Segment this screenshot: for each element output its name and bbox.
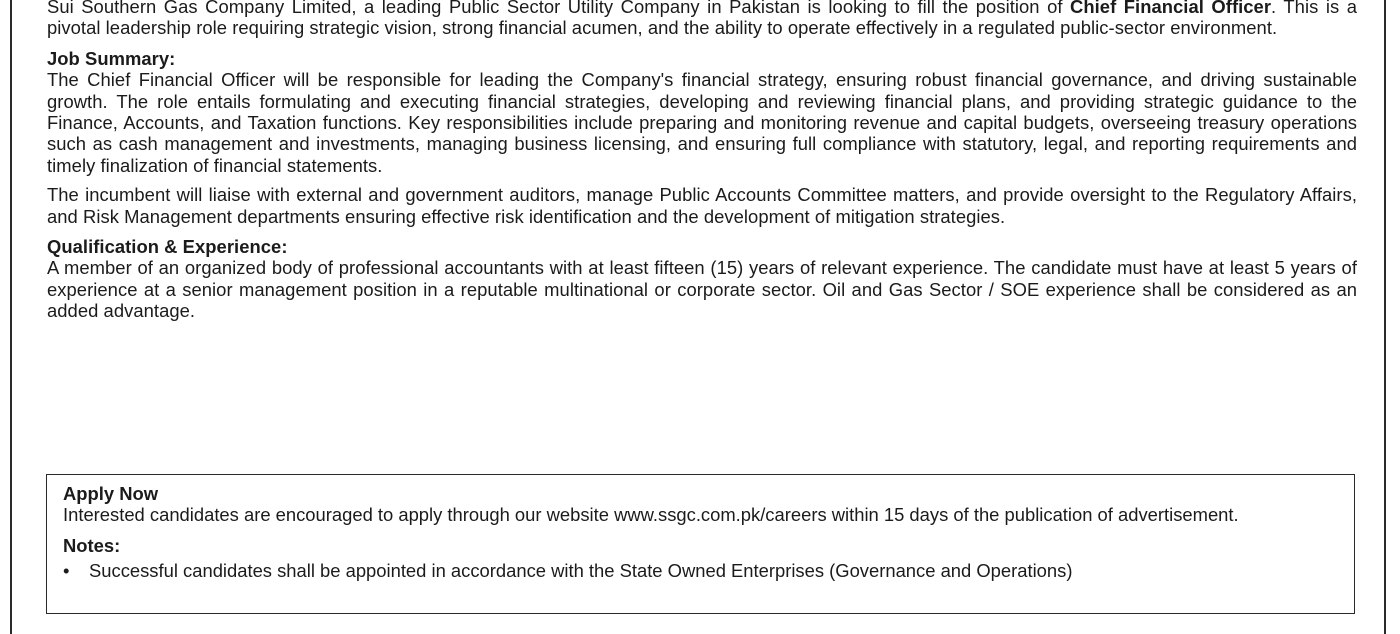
intro-text-end: . This is a pivotal leadership role requiring strategic vision, strong financial acumen, and the ability to operate effectively in a regulated public-sector environment. <box>47 0 1357 39</box>
notes-list-item <box>63 560 1339 581</box>
intro-text-start: Sui Southern Gas Company Limited, a leading Public Sector Utility Company in Pakistan is looking to fill the position of <box>47 0 1071 17</box>
qualification-paragraph: A member of an organized body of professional accountants with at least fifteen (15) years of relevant experience. The candidate must have at least 5 years of experience at a senior management position in a reputable multinational or corporate sector. Oil and Gas Sector / SOE experience shall be considered as an added advantage. <box>47 257 1357 322</box>
job-summary-heading: Job Summary: <box>47 47 176 69</box>
qualification-heading: Qualification & Experience: <box>47 236 288 258</box>
advertisement-body <box>47 0 1357 322</box>
job-summary-paragraph-1: The Chief Financial Officer will be responsible for leading the Company's financial strategy, ensuring robust financial governance, and driving sustainable growth. The role entails formulating and executing financial strategies, developing and reviewing financial plans, and providing strategic guidance to the Finance, Accounts, and Taxation functions. Key responsibilities include preparing and monitoring revenue and capital budgets, overseeing treasury operations such as cash management and investments, managing business licensing, and ensuring full compliance with statutory, legal, and reporting requirements and timely finalization of financial statements. <box>47 69 1357 176</box>
note-text: Successful candidates shall be appointed in accordance with the State Owned Enterprises (Governance and Operations) <box>89 560 1073 582</box>
bullet-icon: • <box>63 560 70 582</box>
notes-heading: Notes: <box>63 534 121 556</box>
job-summary-paragraph-2: The incumbent will liaise with external and government auditors, manage Public Accounts Committee matters, and provide oversight to the Regulatory Affairs, and Risk Management departments ensuring effective risk identification and the development of mitigation strategies. <box>47 184 1357 227</box>
apply-now-text: Interested candidates are encouraged to apply through our website www.ssgc.com.pk/careers within 15 days of the publication of advertisement. <box>63 504 1239 526</box>
intro-paragraph <box>47 0 1357 39</box>
apply-now-content <box>63 483 1339 582</box>
position-title: Chief Financial Officer <box>1070 0 1272 17</box>
apply-now-heading: Apply Now <box>63 483 159 504</box>
apply-now-box <box>46 474 1355 614</box>
